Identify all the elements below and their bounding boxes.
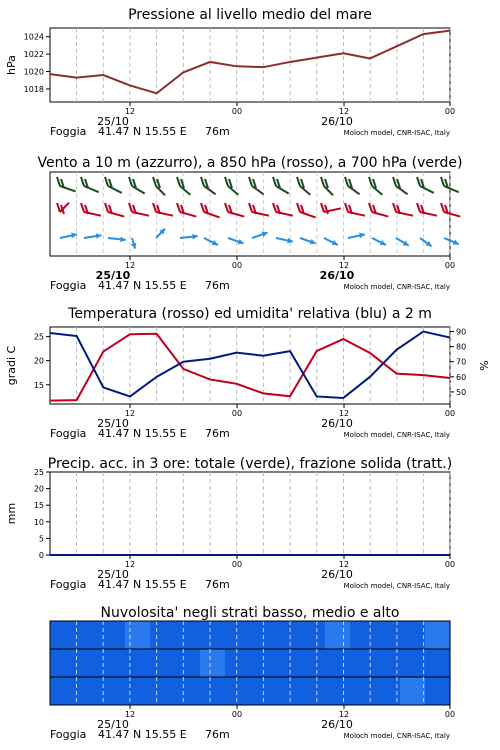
- wind-feather-1-7: [225, 203, 228, 212]
- wind-feather-1-16: [441, 203, 444, 212]
- cloud-cell-0-15: [425, 621, 451, 649]
- y-tick-label: 10: [33, 517, 44, 527]
- wind-feather-0-13: [369, 177, 372, 186]
- model-credit: Moloch model, CNR-ISAC, Italy: [343, 732, 450, 740]
- cloud-cell-0-9: [275, 621, 301, 649]
- x-tick-label: 00: [231, 107, 243, 116]
- date-label: 26/10: [321, 115, 353, 128]
- wind-feather-0-11: [321, 177, 324, 186]
- cloud-cell-1-1: [75, 649, 101, 677]
- y2-tick-label: 90: [456, 327, 467, 337]
- x-tick-label: 12: [338, 409, 350, 418]
- cloud-cell-0-6: [200, 621, 226, 649]
- location-coords: 41.47 N 15.55 E: [98, 427, 187, 440]
- wind-feather-0-7: [225, 177, 228, 186]
- x-tick-label: 00: [231, 560, 243, 569]
- wind-barb-0-2: [108, 186, 122, 193]
- cloud-cell-1-6: [200, 649, 226, 677]
- cloud-cell-1-14: [400, 649, 426, 677]
- wind-arrowhead-2: [120, 236, 126, 242]
- x-tick-label: 12: [338, 107, 350, 116]
- cloud-cell-2-7: [225, 677, 251, 705]
- cloud-cell-2-11: [325, 677, 351, 705]
- wind-barb-0-10: [300, 186, 310, 195]
- x-tick-label: 00: [444, 107, 456, 116]
- date-label: 25/10: [97, 568, 129, 581]
- chart-title: Nuvolosita' negli strati basso, medio e alto: [100, 605, 400, 621]
- location-name: Foggia: [50, 578, 87, 591]
- x-tick-label: 00: [231, 261, 243, 270]
- wind-feather-1-15: [417, 203, 420, 212]
- cloud-cell-1-9: [275, 649, 301, 677]
- wind-barb-1-13: [372, 212, 388, 217]
- y-tick-label: 25: [33, 468, 44, 477]
- y-axis-label: gradi C: [5, 345, 18, 386]
- y-tick-label: 5: [38, 534, 44, 544]
- y2-tick-label: 80: [456, 342, 467, 352]
- wind-feather-0-5: [177, 177, 180, 186]
- cloud-cell-0-10: [300, 621, 326, 649]
- wind-feather-0-14: [393, 177, 396, 186]
- x-tick-label: 12: [124, 560, 136, 569]
- model-credit: Moloch model, CNR-ISAC, Italy: [343, 431, 450, 439]
- cloud-cell-1-5: [175, 649, 201, 677]
- cloud-cell-2-8: [250, 677, 276, 705]
- wind-barb-1-10: [300, 212, 316, 217]
- cloud-cell-1-7: [225, 649, 251, 677]
- cloud-cell-0-0: [50, 621, 76, 649]
- y2-tick-label: 60: [456, 372, 467, 382]
- date-label: 25/10: [97, 115, 129, 128]
- y-tick-label: 1022: [23, 50, 44, 60]
- wind-feather-1-6: [201, 203, 204, 212]
- wind-barb-0-5: [180, 186, 190, 195]
- date-label: 26/10: [321, 568, 353, 581]
- model-credit: Moloch model, CNR-ISAC, Italy: [343, 129, 450, 137]
- cloud-cell-1-4: [150, 649, 176, 677]
- chart-title: Vento a 10 m (azzurro), a 850 hPa (rosso), a 700 hPa (verde): [37, 155, 463, 171]
- wind-feather-0-8: [249, 177, 252, 186]
- location-coords: 41.47 N 15.55 E: [98, 279, 187, 292]
- wind-feather-0-1: [81, 177, 84, 186]
- location-elevation: 76m: [205, 427, 230, 440]
- x-tick-label: 12: [124, 710, 136, 719]
- cloud-cell-2-0: [50, 677, 76, 705]
- x-tick-label: 12: [338, 710, 350, 719]
- cloud-cell-1-8: [250, 649, 276, 677]
- y2-axis-label: %: [478, 360, 491, 371]
- cloud-cell-2-9: [275, 677, 301, 705]
- y2-tick-label: 70: [456, 357, 467, 367]
- y-tick-label: 1020: [23, 67, 44, 77]
- wind-barb-1-16: [444, 212, 460, 217]
- wind-feather-1-0: [57, 203, 60, 212]
- cloud-cell-0-1: [75, 621, 101, 649]
- y-tick-label: 15: [33, 501, 44, 511]
- y-tick-label: 15: [33, 380, 44, 390]
- cloud-cell-2-5: [175, 677, 201, 705]
- cloud-cell-2-10: [300, 677, 326, 705]
- date-label: 25/10: [97, 417, 129, 430]
- wind-feather-b-1-0: [61, 205, 64, 214]
- model-credit: Moloch model, CNR-ISAC, Italy: [343, 582, 450, 590]
- cloud-cell-2-12: [350, 677, 376, 705]
- wind-feather-1-14: [393, 203, 396, 212]
- location-name: Foggia: [50, 279, 87, 292]
- wind-feather-1-11: [321, 203, 324, 212]
- wind-feather-0-9: [273, 177, 276, 186]
- cloud-cell-1-3: [125, 649, 151, 677]
- cloud-cell-1-15: [425, 649, 451, 677]
- location-name: Foggia: [50, 728, 87, 741]
- wind-feather-1-1: [81, 203, 84, 212]
- panel-frame-2: [50, 327, 450, 404]
- x-tick-label: 00: [444, 261, 456, 270]
- wind-arrowhead-5: [192, 234, 198, 240]
- cloud-cell-0-2: [100, 621, 126, 649]
- cloud-cell-0-3: [125, 621, 151, 649]
- panel-frame-3: [50, 472, 450, 555]
- wind-barb-1-5: [180, 212, 196, 217]
- location-name: Foggia: [50, 427, 87, 440]
- wind-feather-0-12: [345, 177, 348, 186]
- cloud-cell-1-2: [100, 649, 126, 677]
- cloud-cell-2-4: [150, 677, 176, 705]
- location-coords: 41.47 N 15.55 E: [98, 728, 187, 741]
- cloud-cell-1-12: [350, 649, 376, 677]
- y-tick-label: 1018: [23, 84, 44, 94]
- cloud-cell-1-11: [325, 649, 351, 677]
- cloud-cell-2-3: [125, 677, 151, 705]
- panel-frame-0: [50, 28, 450, 102]
- model-credit: Moloch model, CNR-ISAC, Italy: [343, 283, 450, 291]
- wind-feather-0-3: [129, 177, 132, 186]
- wind-feather-1-9: [273, 203, 276, 212]
- wind-barb-0-8: [252, 186, 264, 194]
- date-label: 26/10: [321, 718, 353, 731]
- wind-barb-0-13: [372, 186, 382, 195]
- wind-barb-1-7: [228, 212, 244, 217]
- wind-feather-1-2: [105, 203, 108, 212]
- wind-barb-0-3: [132, 186, 145, 194]
- cloud-cell-2-15: [425, 677, 451, 705]
- wind-feather-0-4: [153, 177, 156, 186]
- cloud-cell-2-1: [75, 677, 101, 705]
- date-label: 26/10: [319, 269, 355, 282]
- wind-feather-1-13: [369, 203, 372, 212]
- x-tick-label: 00: [444, 710, 456, 719]
- y2-tick-label: 50: [456, 387, 467, 397]
- wind-feather-0-0: [57, 177, 60, 186]
- x-tick-label: 00: [444, 560, 456, 569]
- pressure-line: [50, 31, 450, 94]
- location-name: Foggia: [50, 125, 87, 138]
- cloud-cell-0-7: [225, 621, 251, 649]
- wind-barb-0-14: [396, 186, 408, 194]
- wind-feather-1-5: [177, 203, 180, 212]
- chart-title: Precip. acc. in 3 ore: totale (verde), frazione solida (tratt.): [47, 456, 453, 472]
- wind-feather-1-10: [297, 203, 300, 212]
- x-tick-label: 12: [124, 409, 136, 418]
- location-elevation: 76m: [205, 728, 230, 741]
- wind-barb-1-2: [108, 212, 124, 217]
- wind-feather-0-2: [105, 177, 108, 186]
- wind-feather-0-10: [297, 177, 300, 186]
- cloud-cell-2-14: [400, 677, 426, 705]
- cloud-cell-0-8: [250, 621, 276, 649]
- wind-barb-0-0: [60, 186, 76, 191]
- wind-barb-0-1: [84, 186, 99, 192]
- wind-barb-1-6: [204, 212, 220, 217]
- wind-feather-1-12: [345, 203, 348, 212]
- cloud-cell-2-6: [200, 677, 226, 705]
- wind-feather-1-4: [153, 203, 156, 212]
- location-coords: 41.47 N 15.55 E: [98, 125, 187, 138]
- date-label: 25/10: [95, 269, 131, 282]
- chart-title: Pressione al livello medio del mare: [128, 7, 372, 23]
- y-tick-label: 25: [33, 332, 44, 342]
- cloud-cell-1-0: [50, 649, 76, 677]
- cloud-cell-0-14: [400, 621, 426, 649]
- y-tick-label: 20: [33, 356, 44, 366]
- wind-barb-0-9: [276, 186, 289, 194]
- cloud-cell-0-12: [350, 621, 376, 649]
- wind-feather-0-15: [417, 177, 420, 186]
- x-tick-label: 12: [124, 107, 136, 116]
- chart-title: Temperatura (rosso) ed umidita' relativa (blu) a 2 m: [68, 306, 432, 322]
- x-tick-label: 12: [124, 261, 136, 270]
- x-tick-label: 00: [231, 409, 243, 418]
- x-tick-label: 00: [444, 409, 456, 418]
- wind-barb-0-16: [444, 186, 459, 192]
- location-elevation: 76m: [205, 125, 230, 138]
- y-axis-label: hPa: [5, 55, 18, 75]
- x-tick-label: 12: [338, 261, 350, 270]
- cloud-cell-0-5: [175, 621, 201, 649]
- location-elevation: 76m: [205, 578, 230, 591]
- wind-feather-0-16: [441, 177, 444, 186]
- y-tick-label: 0: [38, 551, 44, 560]
- x-tick-label: 00: [231, 710, 243, 719]
- wind-feather-0-6: [201, 177, 204, 186]
- x-tick-label: 12: [338, 560, 350, 569]
- wind-barb-0-15: [420, 186, 434, 193]
- cloud-cell-0-4: [150, 621, 176, 649]
- location-coords: 41.47 N 15.55 E: [98, 578, 187, 591]
- date-label: 25/10: [97, 718, 129, 731]
- date-label: 26/10: [321, 417, 353, 430]
- cloud-cell-1-10: [300, 649, 326, 677]
- wind-barb-0-12: [348, 186, 360, 194]
- wind-feather-1-8: [249, 203, 252, 212]
- y-tick-label: 20: [33, 484, 44, 494]
- y-axis-label: mm: [5, 502, 18, 525]
- cloud-cell-2-2: [100, 677, 126, 705]
- y-tick-label: 1024: [23, 32, 44, 42]
- location-elevation: 76m: [205, 279, 230, 292]
- cloud-cell-0-11: [325, 621, 351, 649]
